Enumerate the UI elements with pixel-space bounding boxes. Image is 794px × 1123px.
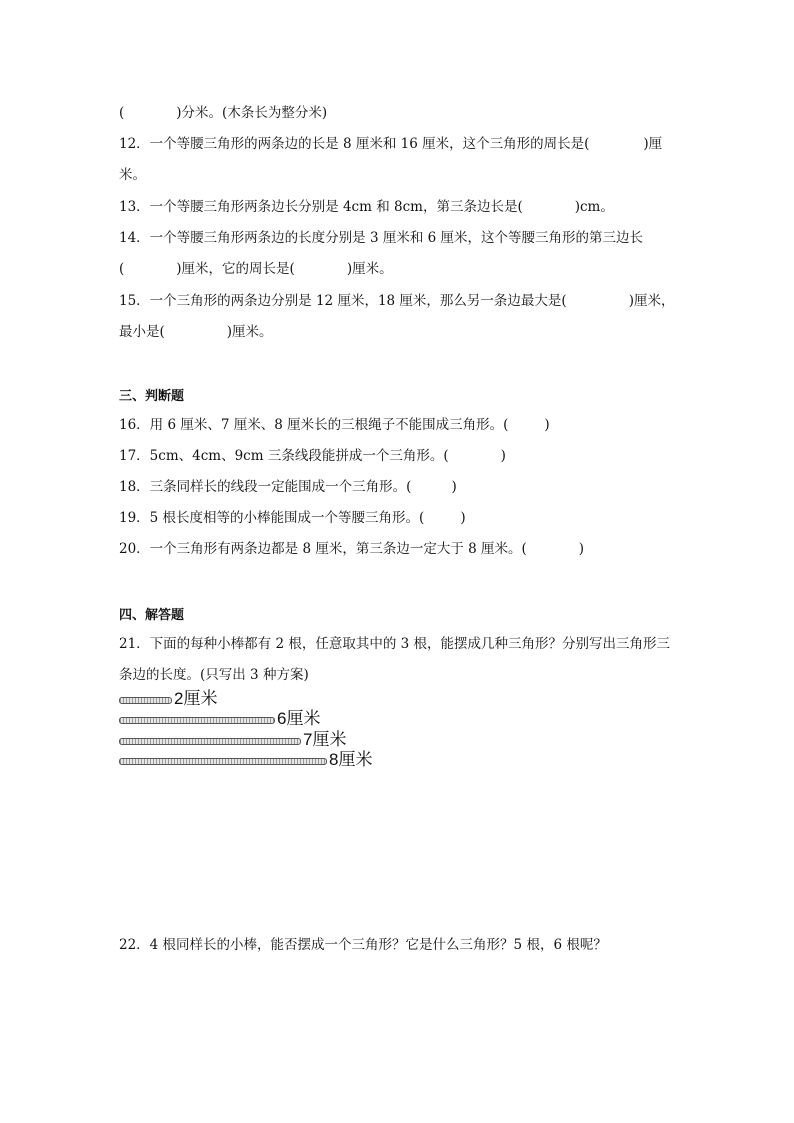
section-title-judgement: 三、判断题 [119, 389, 185, 404]
stick-label-7cm: 7厘米 [303, 730, 347, 749]
question-13: 13．一个等腰三角形两条边长分别是 4cm 和 8cm，第三条边长是( )cm。 [119, 199, 614, 215]
stick-8cm [119, 758, 327, 765]
question-16: 16．用 6 厘米、7 厘米、8 厘米长的三根绳子不能围成三角形。( ) [119, 417, 550, 433]
question-14-cont: ( )厘米，它的周长是( )厘米。 [119, 261, 393, 277]
question-19: 19．5 根长度相等的小棒能围成一个等腰三角形。( ) [119, 510, 466, 526]
question-18: 18．三条同样长的线段一定能围成一个三角形。( ) [119, 479, 457, 495]
question-12: 12．一个等腰三角形的两条边的长是 8 厘米和 16 厘米，这个三角形的周长是( )厘 [119, 136, 663, 152]
question-14: 14．一个等腰三角形两条边的长度分别是 3 厘米和 6 厘米，这个等腰三角形的第三边长 [119, 230, 644, 246]
stick-2cm [119, 697, 172, 704]
stick-7cm [119, 738, 301, 745]
question-20: 20．一个三角形有两条边都是 8 厘米，第三条边一定大于 8 厘米。( ) [119, 541, 585, 557]
question-15: 15．一个三角形的两条边分别是 12 厘米，18 厘米，那么另一条边最大是( )厘米， [119, 293, 675, 309]
stick-label-8cm: 8厘米 [329, 750, 373, 769]
stick-label-2cm: 2厘米 [174, 689, 218, 708]
question-22: 22．4 根同样长的小棒，能否摆成一个三角形？它是什么三角形？5 根，6 根呢？ [119, 937, 607, 953]
question-15-cont: 最小是( )厘米。 [119, 324, 273, 340]
q11-tail: ( )分米。(木条长为整分米) [119, 105, 328, 121]
stick-6cm [119, 717, 275, 724]
question-17: 17．5cm、4cm、9cm 三条线段能拼成一个三角形。( ) [119, 448, 506, 464]
question-12-cont: 米。 [119, 167, 146, 183]
question-21-cont: 条边的长度。(只写出 3 种方案) [119, 667, 309, 683]
section-title-answers: 四、解答题 [119, 608, 185, 623]
stick-label-6cm: 6厘米 [277, 709, 321, 728]
question-21: 21．下面的每种小棒都有 2 根，任意取其中的 3 根，能摆成几种三角形？分别写出三角形三 [119, 636, 671, 652]
